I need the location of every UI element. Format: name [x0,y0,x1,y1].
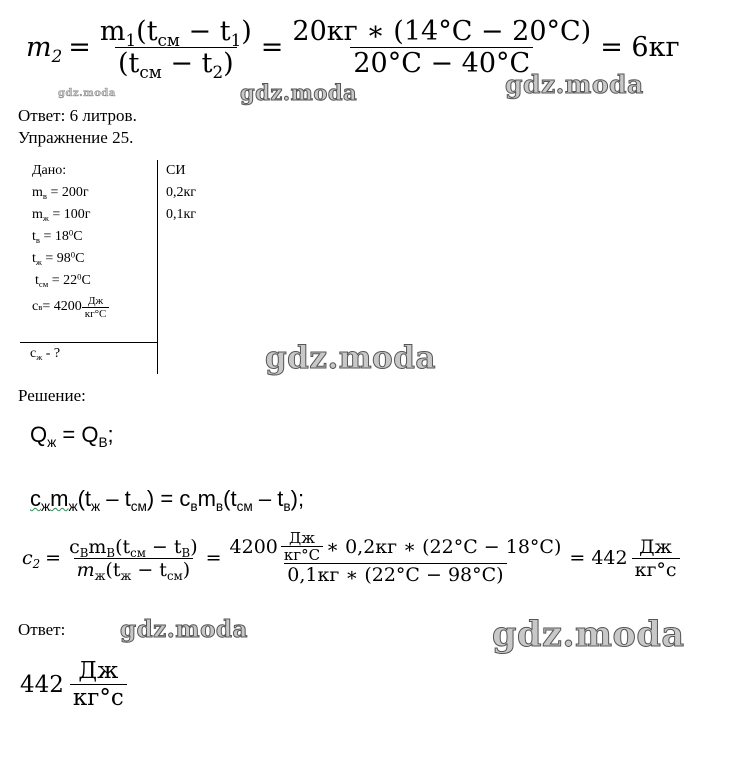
given-row: $t_в = 18^0С$ [32,227,83,246]
si-value: 0,2кг [166,185,197,200]
eq1-fraction-numeric: $\frac{20кг ∗ (14^\circ С - 20^\circ С)}{20^\circ С - 40^\circ С}$ [292,16,592,79]
final-answer: 442 $\frac{Дж}{кг^\circ с}$ [20,658,127,711]
solution-label: Решение: [18,386,86,405]
eq1-fraction-symbolic: $\frac{m_1(t_{см} - t_1)}{(t_{см} - t_2)}$ [99,16,252,82]
eq3-fraction-numeric: 4200 $\frac{Дж}{кг^\circ С}$ ∗ 0,2кг ∗ (22°С − 18°С) 0,1кг ∗ (22°С − 98°С) [229,529,562,586]
given-divider-horizontal [20,342,157,343]
given-row: $t_ж = 98^0С$ [32,249,85,268]
watermark: gdz.moda [58,88,116,99]
given-divider-vertical [157,160,158,374]
answer-1: Ответ: 6 литров. [18,106,137,125]
eq1-lhs: $m_2$ [26,32,63,66]
equation-specific-heat: $c_2$ = $\frac{c_Вm_В(t_{см} - t_В)}{m_ж(t_ж - t_{см})}$ = 4200 $\frac{Дж}{кг^\circ С}$ ∗ 0,2кг ∗ (22°С − 18°С) 0,1кг ∗ (22°С − 98°С) = 442 $\frac{Дж}{кг^\circ с}$ [22,530,680,586]
watermark: gdz.moda [120,616,248,643]
watermark: gdz.moda [265,340,436,376]
watermark: gdz.moda [505,70,644,99]
given-row: $m_ж = 100г$ [32,207,91,224]
given-row: $t_{см} = 22^0С$ [35,271,91,290]
equation-mixing-mass: $m_2$ = $\frac{m_1(t_{см} - t_1)}{(t_{см} - t_2)}$ = $\frac{20кг ∗ (14^\circ С - 20^\circ С)}{20^\circ С - 40^\circ С}$ = 6кг [26,16,680,82]
eq1-result: = 6кг [600,32,680,63]
eq3-fraction-symbolic: $\frac{c_Вm_В(t_{см} - t_В)}{m_ж(t_ж - t_{см})}$ [69,535,198,583]
answer-2-label: Ответ: [18,620,66,639]
watermark: gdz.moda [492,614,685,655]
given-specific-heat: c в = 4200 $\frac{Дж}{кг^\circ С}$ [32,292,109,322]
given-row: $m_в = 200г$ [32,185,89,202]
find-unknown: $c_ж$ - ? [30,346,61,363]
given-block [32,160,109,322]
eq3-lhs: $c_2$ [22,547,41,572]
heat-balance-equation: $Q_ж = Q_В$; [30,422,114,450]
eq3-result: = 442 [569,547,628,569]
watermark: gdz.moda [240,80,358,105]
si-title: СИ [166,163,186,178]
eq3-result-unit: $\frac{Дж}{кг^\circ с}$ [632,536,680,581]
heat-exchange-equation: $c_жm_ж(t_ж - t_{см}) = c_вm_в(t_{см} - t_в)$; [30,486,305,514]
si-value: 0,1кг [166,207,197,222]
given-title: Дано: [32,163,67,178]
exercise-title: Упражнение 25. [18,128,134,147]
si-column [166,160,196,226]
